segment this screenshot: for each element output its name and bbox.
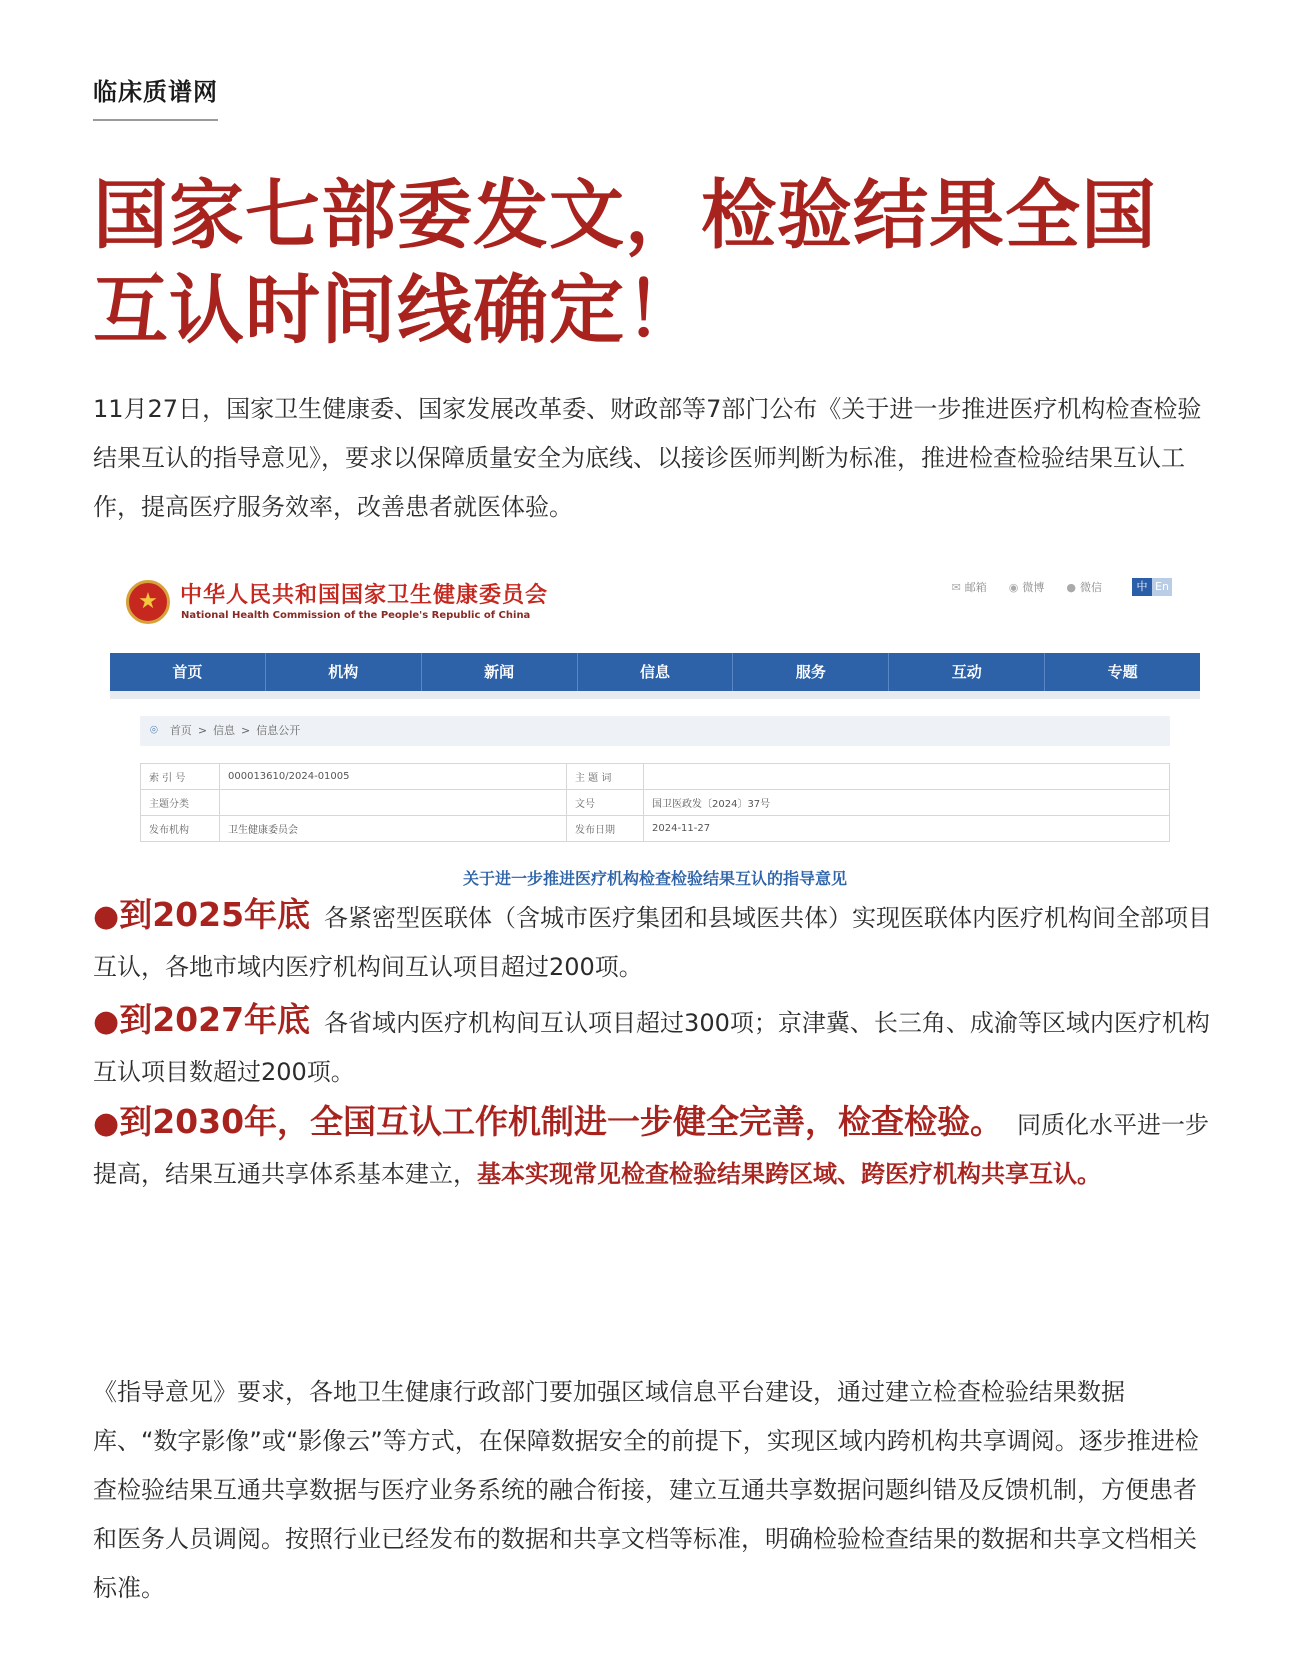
top-link-mail: ✉ 邮箱 [951,580,987,594]
bullet-dot-icon: ● [93,1106,120,1141]
national-emblem-icon [126,580,170,624]
milestone-text: 各省域内医疗机构间互认项目超过300项；京津冀、长三角、成渝等区域内医疗机构互认项目数超过200项。 [93,1009,1210,1086]
site-brand: 临床质谱网 [93,72,218,121]
nav-item-topics: 专题 [1107,663,1138,681]
top-link-wechat: ● 微信 [1066,580,1102,594]
top-links [952,578,1172,596]
breadcrumb: ⌾ 首页 > 信息 > 信息公开 [140,716,1170,746]
document-title: 关于进一步推进医疗机构检查检验结果互认的指导意见 [462,869,847,888]
table-row: 主题分类 文号 国卫医政发〔2024〕37号 [141,790,1170,816]
nav-item-info: 信息 [578,653,734,691]
nav-item-org: 机构 [266,653,422,691]
nav-item-home: 首页 [110,653,266,691]
language-switch [1132,578,1172,596]
main-nav [110,653,1200,699]
nav-item-news: 新闻 [422,653,578,691]
bullet-dot-icon: ● [93,899,120,934]
milestone-text: 同质化水平进一步提高，结果互通共享体系基本建立， [93,1111,1210,1188]
milestone-text: 各紧密型医联体（含城市医疗集团和县域医共体）实现医联体内医疗机构间全部项目互认，各地市域内医疗机构间互认项目超过200项。 [93,904,1213,981]
requirements-paragraph: 《指导意见》要求，各地卫生健康行政部门要加强区域信息平台建设，通过建立检查检验结果数据库、“数字影像”或“影像云”等方式，在保障数据安全的前提下，实现区域内跨机构共享调阅。逐步推进检查检验结果互通共享数据与医疗业务系统的融合衔接，建立互通共享数据问题纠错及反馈机制，方便患者和医务人员调阅。按照行业已经发布的数据和共享文档等标准，明确检验检查结果的数据和共享文档相关标准。 [93,1378,1199,1602]
lang-en: En [1152,578,1172,596]
org-name-cn: 中华人民共和国国家卫生健康委员会 [180,583,549,608]
org-name-en: National Health Commission of the People's Republic of China [181,610,531,621]
milestone-lead: 到2027年底 [119,1000,311,1039]
milestone-highlight: 基本实现常见检查检验结果跨区域、跨医疗机构共享互认。 [477,1160,1101,1188]
milestone-2030 [93,1097,1233,1199]
location-pin-icon: ⌾ [150,723,158,738]
embedded-webpage-screenshot [110,570,1200,910]
document-meta-table [140,763,1170,842]
milestone-2025 [93,890,1233,992]
weibo-icon: ◉ [1008,580,1019,594]
intro-paragraph: 11月27日，国家卫生健康委、国家发展改革委、财政部等7部门公布《关于进一步推进医疗机构检查检验结果互认的指导意见》，要求以保障质量安全为底线、以接诊医师判断为标准，推进检查检验结果互认工作，提高医疗服务效率，改善患者就医体验。 [93,395,1202,521]
milestone-2027 [93,995,1233,1097]
nav-item-service: 服务 [733,653,889,691]
milestone-lead: 到2025年底 [119,895,311,934]
article-headline: 国家七部委发文，检验结果全国互认时间线确定！ [93,171,1158,354]
milestone-lead: 到2030年，全国互认工作机制进一步健全完善，检查检验。 [119,1102,1004,1141]
bullet-dot-icon: ● [93,1004,120,1039]
table-row: 发布机构 卫生健康委员会 发布日期 2024-11-27 [141,816,1170,842]
lang-zh: 中 [1132,578,1152,596]
top-link-weibo: ◉ 微博 [1008,580,1045,594]
wechat-icon: ● [1066,580,1076,594]
nav-item-interact: 互动 [889,653,1045,691]
table-row: 索 引 号 000013610/2024-01005 主 题 词 [141,764,1170,790]
mail-icon: ✉ [951,580,961,594]
